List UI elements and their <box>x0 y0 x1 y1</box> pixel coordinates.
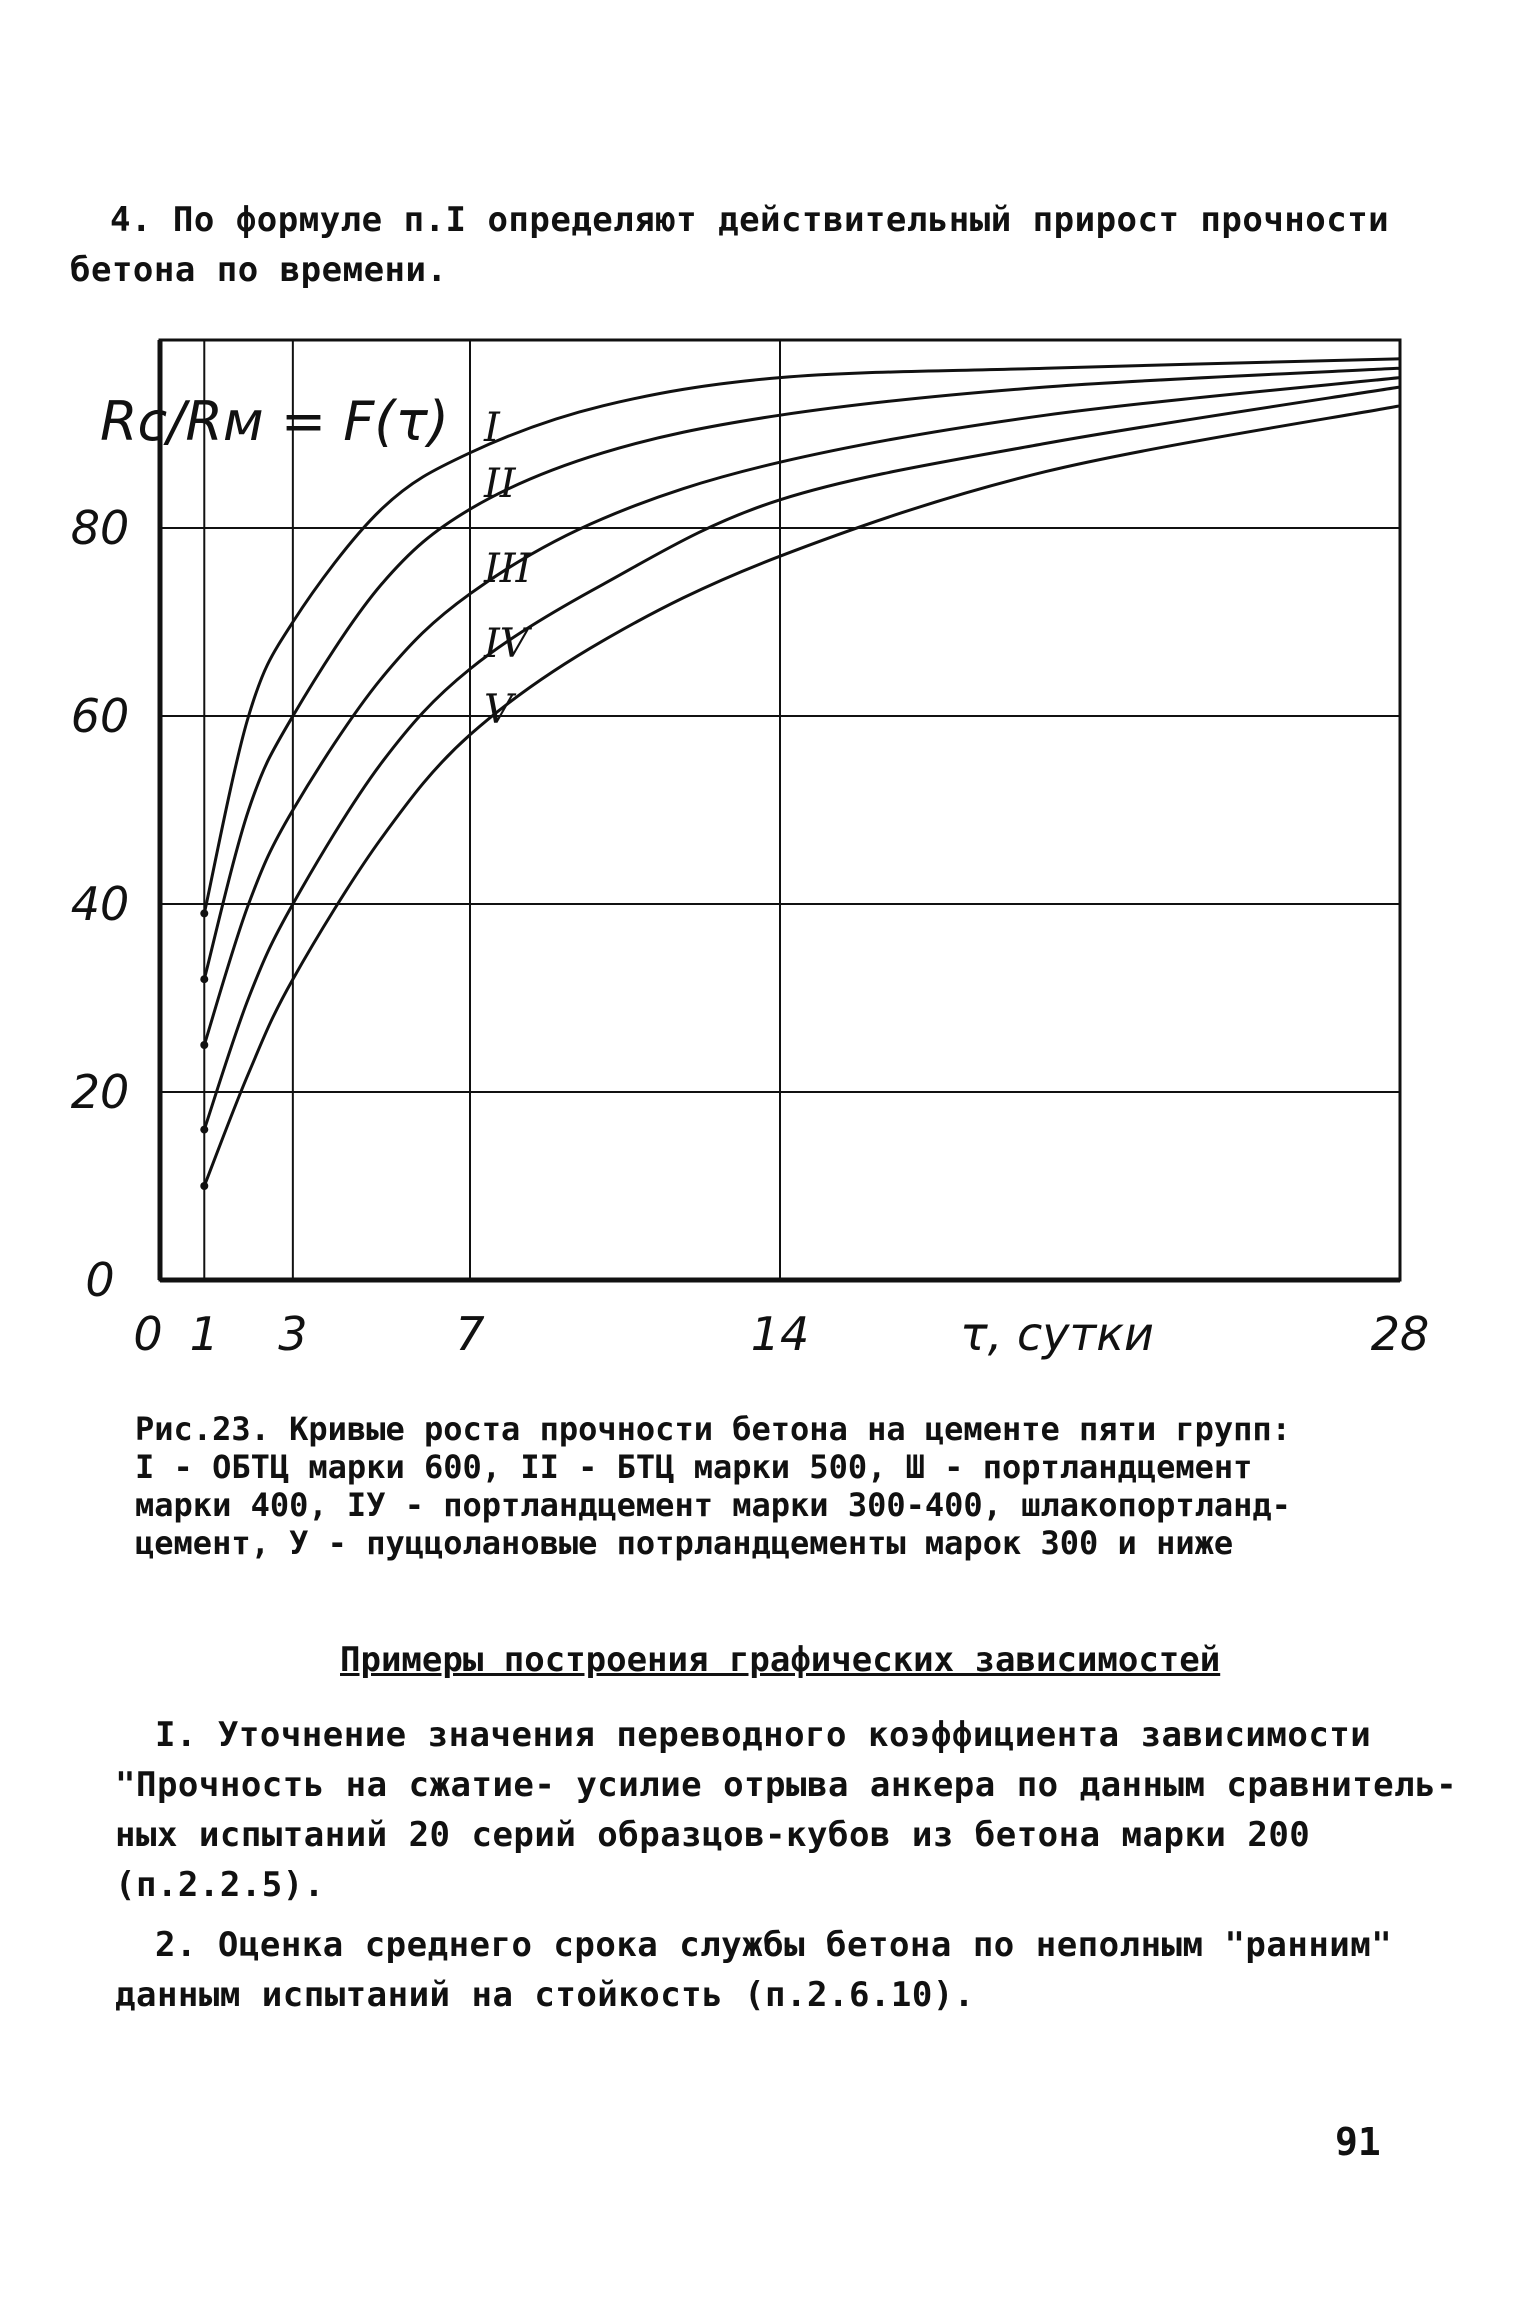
x-tick-label-1: 1 <box>189 1307 219 1361</box>
chart-grid <box>160 340 1400 1280</box>
curve-IV <box>204 387 1400 1130</box>
caption-line-4: цемент, У - пуццолановые потрландцементы марок 300 и ниже <box>135 1524 1234 1562</box>
curve-label-III: III <box>484 545 532 592</box>
example-2-line-2: данным испытаний на стойкость (п.2.6.10). <box>115 1975 975 2015</box>
x-tick-label-28: 28 <box>1370 1307 1430 1361</box>
y-tick-label-40: 40 <box>70 877 130 931</box>
chart-formula-label: Rc/Rм = F(τ) <box>100 390 449 453</box>
curve-start-point-I <box>200 909 208 917</box>
figure-caption <box>135 1410 1291 1562</box>
example-1-line-1: I. Уточнение значения переводного коэффициента зависимости <box>155 1715 1372 1755</box>
page-number: 91 <box>1335 2120 1381 2164</box>
chart-labels <box>71 405 1430 1361</box>
curve-III <box>204 378 1400 1045</box>
y-tick-label-0: 0 <box>85 1253 115 1307</box>
x-tick-label-14: 14 <box>750 1307 810 1361</box>
curve-V <box>204 406 1400 1186</box>
curve-start-point-IV <box>200 1126 208 1134</box>
curve-label-V: V <box>484 686 513 733</box>
chart-curves <box>200 359 1400 1190</box>
curve-label-I: I <box>484 404 500 451</box>
intro-paragraph <box>70 195 1390 295</box>
chart-x-axis-label: τ, сутки <box>960 1307 1154 1361</box>
example-1-line-2: "Прочность на сжатие- усилие отрыва анкера по данным сравнитель- <box>115 1765 1458 1805</box>
curve-start-point-V <box>200 1182 208 1190</box>
x-tick-label-0: 0 <box>133 1307 163 1361</box>
example-item-2 <box>115 1920 1392 2020</box>
y-tick-label-80: 80 <box>70 501 130 555</box>
y-tick-label-60: 60 <box>70 689 130 743</box>
strength-growth-chart <box>60 320 1460 1380</box>
example-2-line-1: 2. Оценка среднего срока службы бетона по неполным "ранним" <box>155 1925 1393 1965</box>
x-tick-label-7: 7 <box>455 1307 485 1361</box>
intro-line-2: бетона по времени. <box>70 250 448 290</box>
curve-start-point-II <box>200 975 208 983</box>
caption-line-1: Рис.23. Кривые роста прочности бетона на цементе пяти групп: <box>135 1410 1291 1448</box>
curve-label-IV: IV <box>484 621 529 667</box>
y-tick-label-20: 20 <box>70 1065 130 1119</box>
examples-heading: Примеры построения графических зависимостей <box>340 1640 1221 1680</box>
example-item-1 <box>115 1710 1457 1910</box>
example-1-line-4: (п.2.2.5). <box>115 1865 325 1905</box>
example-1-line-3: ных испытаний 20 серий образцов-кубов из бетона марки 200 <box>115 1815 1311 1855</box>
intro-line-1: 4. По формуле п.I определяют действительный прирост прочности <box>110 200 1390 240</box>
curve-label-II: II <box>484 461 516 508</box>
x-tick-label-3: 3 <box>278 1307 308 1361</box>
caption-line-2: I - ОБТЦ марки 600, II - БТЦ марки 500, Ш - портландцемент <box>135 1448 1253 1486</box>
curve-start-point-III <box>200 1041 208 1049</box>
caption-line-3: марки 400, IУ - портландцемент марки 300-400, шлакопортланд- <box>135 1486 1291 1524</box>
